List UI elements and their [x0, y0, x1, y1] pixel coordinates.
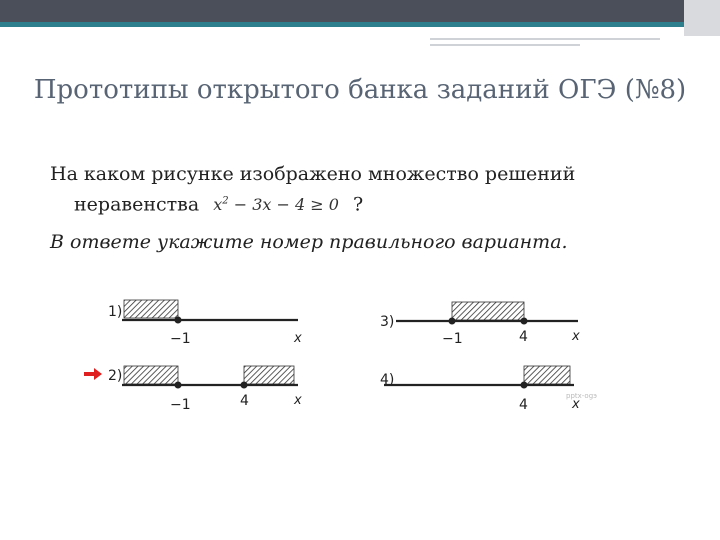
option-2-shaded-right	[244, 366, 294, 384]
option-3-point-b	[521, 318, 528, 325]
option-4-tick: 4	[519, 397, 528, 413]
option-3-tick-a: −1	[442, 331, 463, 347]
option-3-shaded-region	[452, 302, 524, 320]
option-2-shaded-left	[124, 366, 178, 384]
option-4-shaded-region	[524, 366, 570, 384]
option-3-point-a	[449, 318, 456, 325]
option-1[interactable]	[108, 300, 302, 347]
option-2-tick-b: 4	[240, 393, 249, 409]
option-3-label: 3)	[380, 314, 395, 330]
option-4-label: 4)	[380, 372, 395, 388]
slide-title: Прототипы открытого банка заданий ОГЭ (№8)	[33, 75, 687, 105]
instruction-text: В ответе укажите номер правильного варианта.	[50, 231, 568, 253]
option-4-point	[521, 382, 528, 389]
option-2-label: 2)	[108, 368, 123, 384]
watermark: pptx-ogэ	[566, 392, 597, 400]
question-suffix: ?	[352, 193, 364, 216]
option-3-axis-label: x	[572, 329, 580, 344]
option-2[interactable]	[84, 366, 302, 413]
option-2-tick-a: −1	[170, 397, 191, 413]
question-line-1: На каком рисунке изображено множество решений	[50, 163, 576, 185]
option-1-shaded-region	[124, 300, 178, 318]
question-prefix: неравенства	[74, 193, 200, 216]
option-1-label: 1)	[108, 304, 123, 320]
formula-rest: − 3x − 4 ≥ 0	[228, 195, 339, 215]
option-4[interactable]	[380, 366, 597, 413]
option-1-axis-label: x	[294, 331, 302, 346]
selected-arrow-icon	[84, 368, 102, 380]
option-2-point-a	[175, 382, 182, 389]
option-1-tick: −1	[170, 331, 191, 347]
option-3[interactable]	[380, 302, 580, 347]
option-2-point-b	[241, 382, 248, 389]
formula-base: x	[213, 195, 223, 215]
formula-exponent: 2	[222, 196, 229, 207]
option-4-axis-label: x	[572, 397, 580, 412]
option-3-tick-b: 4	[519, 329, 528, 345]
option-2-axis-label: x	[294, 393, 302, 408]
option-1-point	[175, 317, 182, 324]
